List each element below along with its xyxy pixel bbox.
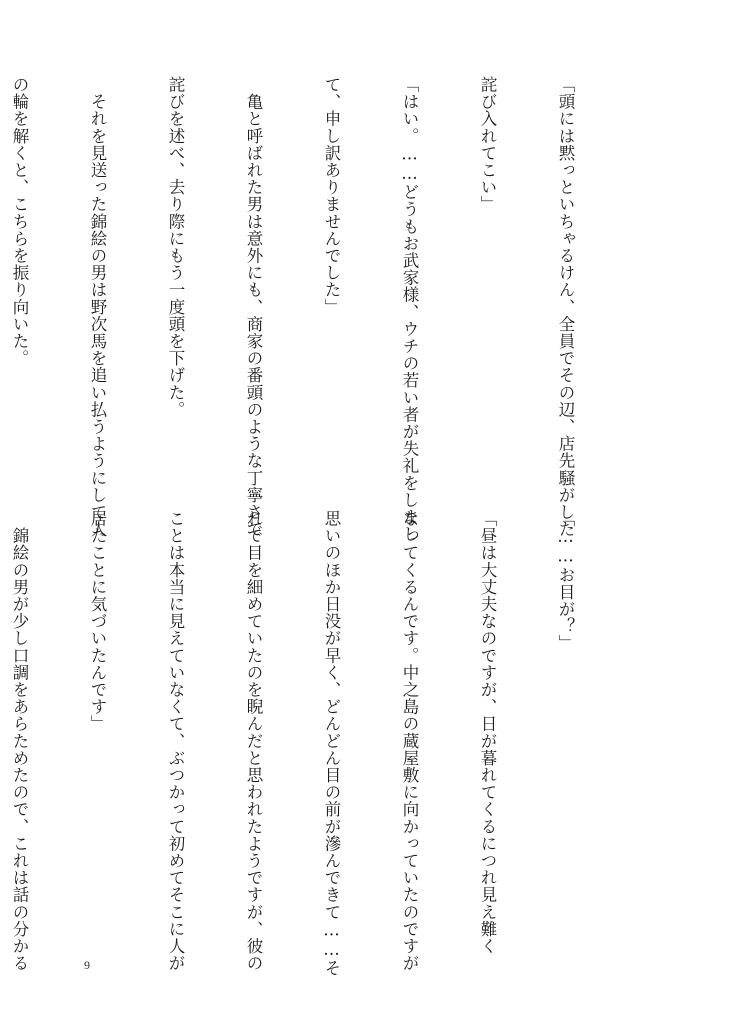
text-line: なってくるんです。中之島の蔵屋敷に向かっていたのですが <box>400 510 419 972</box>
text-line: て、申し訳ありませんでした」 <box>322 76 341 316</box>
text-line: 思いのほか日没が早く、どんどん目の前が滲んできて……そ <box>322 510 341 977</box>
text-line: の輪を解くと、こちらを振り向いた。 <box>10 76 29 367</box>
text-line: 亀と呼ばれた男は意外にも、商家の番頭のような丁寧さで <box>244 76 263 538</box>
text-line: 「頭には黙っといちゃるけん、全員でその辺、店先騒がした <box>556 76 575 538</box>
text-block-upper <box>10 76 630 543</box>
text-line: 「昼は大丈夫なのですが、日が暮れてくるにつれ見え難く <box>478 510 497 955</box>
text-line: 居たことに気づいたんです」 <box>88 510 107 733</box>
text-line: 詫びを述べ、去り際にもう一度頭を下げた。 <box>166 76 185 418</box>
text-line: 詫び入れてこい」 <box>478 76 497 213</box>
text-block-lower <box>10 510 630 977</box>
text-line: 「……お目が？」 <box>556 510 575 652</box>
text-line: ことは本当に見えていなくて、ぶつかって初めてそこに人が <box>166 510 185 972</box>
text-line: それを見送った錦絵の男は野次馬を追い払うようにして人 <box>88 76 107 538</box>
text-line: 錦絵の男が少し口調をあらためたので、これは話の分かる <box>10 510 29 972</box>
text-line: 「はい。……どうもお武家様、ウチの若い者が失礼をしまし <box>400 76 419 543</box>
text-line: れで目を細めていたのを睨んだと思われたようですが、彼の <box>244 510 263 972</box>
page-number: 9 <box>84 958 90 972</box>
